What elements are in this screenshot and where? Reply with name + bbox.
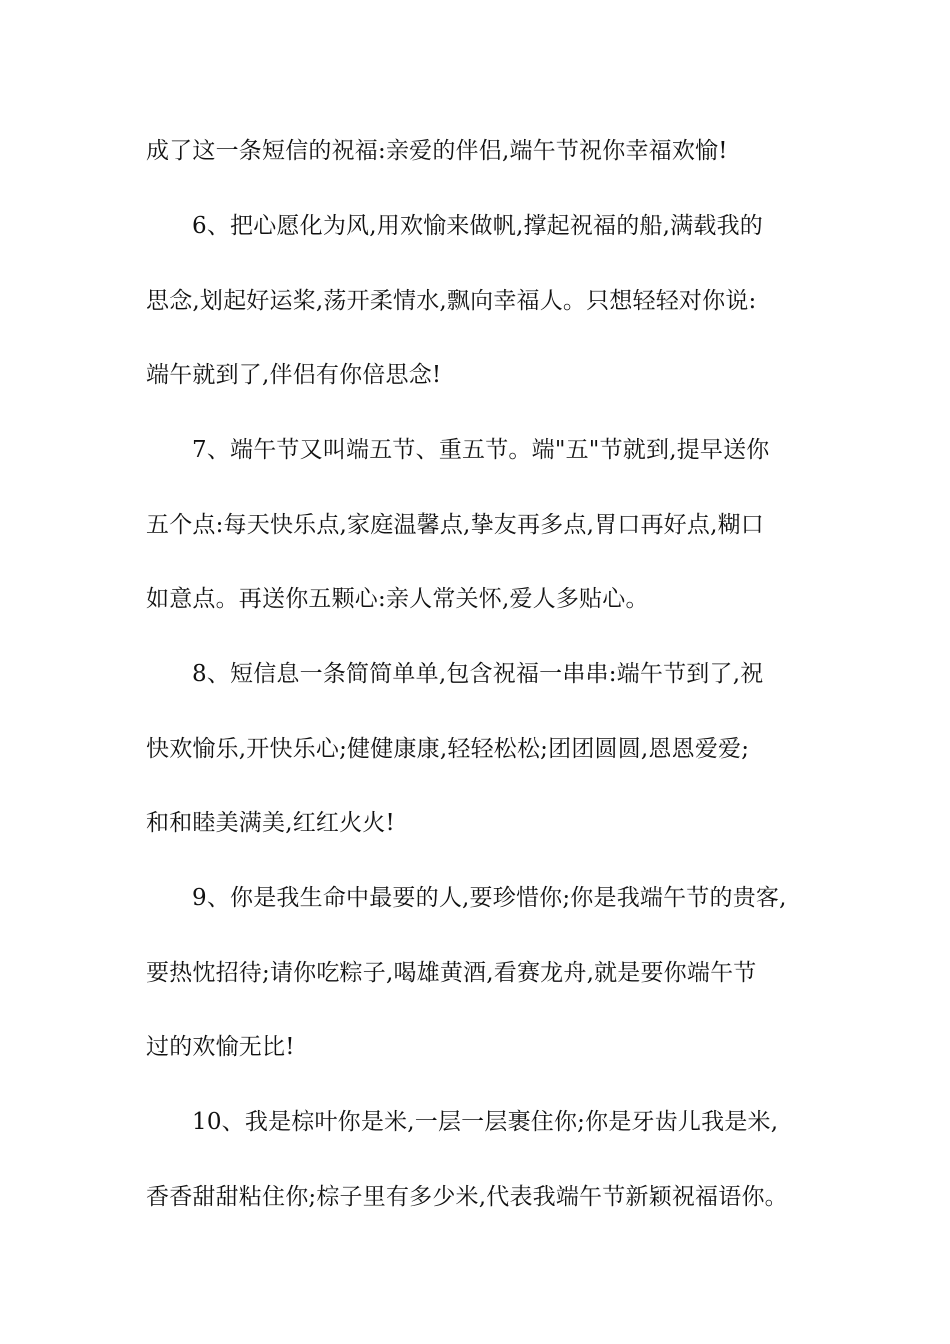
text-line: 成了这一条短信的祝福:亲爱的伴侣,端午节祝你幸福欢愉! xyxy=(146,138,728,164)
text-line: 过的欢愉无比! xyxy=(146,1034,295,1060)
text-line: 端午就到了,伴侣有你倍思念! xyxy=(146,362,442,388)
paragraph-9-line-1: 9、你是我生命中最要的人,要珍惜你;你是我端午节的贵客, xyxy=(192,885,787,911)
paragraph-8-line-1: 8、短信息一条简简单单,包含祝福一串串:端午节到了,祝 xyxy=(192,661,764,687)
text-line: 和和睦美满美,红红火火! xyxy=(146,810,395,836)
paragraph-10-line-1: 10、我是棕叶你是米,一层一层裹住你;你是牙齿儿我是米, xyxy=(192,1109,779,1135)
text-line: 香香甜甜粘住你;棕子里有多少米,代表我端午节新颖祝福语你。 xyxy=(146,1184,788,1210)
text-line: 要热忱招待;请你吃粽子,喝雄黄酒,看赛龙舟,就是要你端午节 xyxy=(146,960,757,986)
text-line: 如意点。再送你五颗心:亲人常关怀,爱人多贴心。 xyxy=(146,586,649,612)
text-line: 五个点:每天快乐点,家庭温馨点,挚友再多点,胃口再好点,糊口 xyxy=(146,512,764,538)
paragraph-6-line-1: 6、把心愿化为风,用欢愉来做帆,撑起祝福的船,满载我的 xyxy=(192,213,763,239)
paragraph-7-line-1: 7、端午节又叫端五节、重五节。端"五"节就到,提早送你 xyxy=(192,437,770,463)
text-line: 思念,划起好运桨,荡开柔情水,飘向幸福人。只想轻轻对你说: xyxy=(146,288,757,314)
text-line: 快欢愉乐,开快乐心;健健康康,轻轻松松;团团圆圆,恩恩爱爱; xyxy=(146,736,750,762)
